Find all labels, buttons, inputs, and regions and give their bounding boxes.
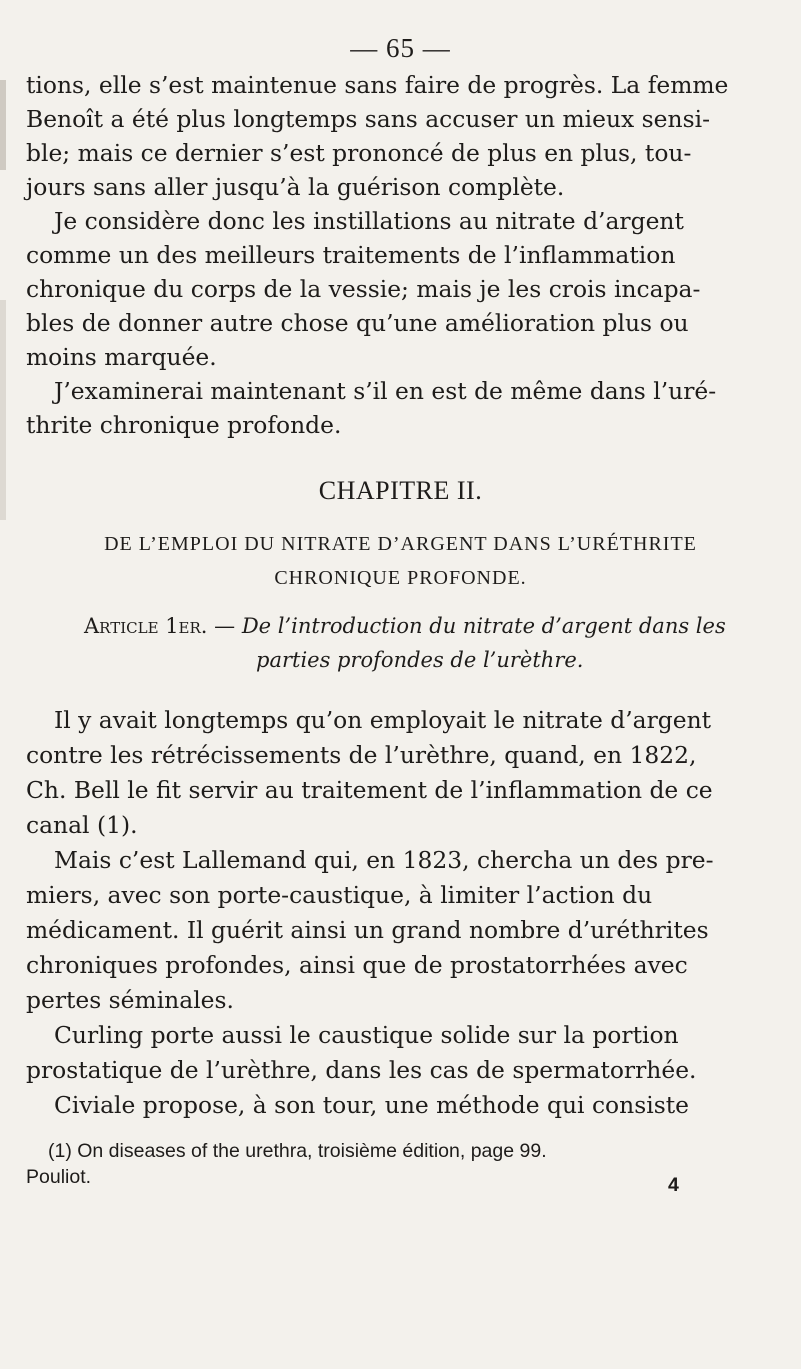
text-line: Ch. Bell le fit servir au traitement de l’inflammation de ce bbox=[26, 776, 713, 804]
article-dash: — bbox=[207, 614, 242, 638]
chapter-subtitle: DE L’EMPLOI DU NITRATE D’ARGENT DANS L’URÉTHRITE bbox=[104, 533, 697, 555]
text-line: miers, avec son porte-caustique, à limiter l’action du bbox=[26, 881, 653, 909]
text-line: J’examinerai maintenant s’il en est de même dans l’uré- bbox=[54, 377, 717, 405]
page-edge-shadow bbox=[0, 80, 6, 170]
text-line: Il y avait longtemps qu’on employait le nitrate d’argent bbox=[54, 706, 712, 734]
text-line: ble; mais ce dernier s’est prononcé de plus en plus, tou- bbox=[26, 139, 692, 167]
footnote: (1) On diseases of the urethra, troisième édition, page 99. bbox=[48, 1140, 547, 1162]
text-line: Je considère donc les instillations au nitrate d’argent bbox=[54, 207, 684, 235]
chapter-title: CHAPITRE II. bbox=[318, 476, 483, 505]
text-line: prostatique de l’urèthre, dans les cas de spermatorrhée. bbox=[26, 1056, 697, 1084]
text-line: chronique du corps de la vessie; mais je les crois incapa- bbox=[26, 275, 701, 303]
text-line: Benoît a été plus longtemps sans accuser un mieux sensi- bbox=[26, 105, 710, 133]
article-title-cont: parties profondes de l’urèthre. bbox=[256, 648, 584, 672]
page-number: — 65 — bbox=[350, 33, 451, 63]
text-line: moins marquée. bbox=[26, 343, 217, 371]
signature-mark: 4 bbox=[668, 1174, 679, 1196]
text-line: tions, elle s’est maintenue sans faire de progrès. La femme bbox=[26, 71, 729, 99]
text-line: pertes séminales. bbox=[26, 986, 234, 1014]
text-line: Mais c’est Lallemand qui, en 1823, chercha un des pre- bbox=[54, 846, 714, 874]
article-title: De l’introduction du nitrate d’argent dans les bbox=[241, 614, 726, 638]
text-line: jours sans aller jusqu’à la guérison complète. bbox=[26, 173, 565, 201]
text-line: médicament. Il guérit ainsi un grand nombre d’uréthrites bbox=[26, 916, 709, 944]
text-line: chroniques profondes, ainsi que de prostatorrhées avec bbox=[26, 951, 688, 979]
text-line: bles de donner autre chose qu’une amélioration plus ou bbox=[26, 309, 689, 337]
text-line: Curling porte aussi le caustique solide sur la portion bbox=[54, 1021, 679, 1049]
text-line: comme un des meilleurs traitements de l’inflammation bbox=[26, 241, 676, 269]
article-label: Article 1er. bbox=[84, 614, 208, 638]
article-heading bbox=[84, 611, 726, 641]
footnote-printer: Pouliot. bbox=[26, 1166, 92, 1188]
chapter-subtitle: CHRONIQUE PROFONDE. bbox=[274, 567, 527, 589]
text-line: thrite chronique profonde. bbox=[26, 411, 342, 439]
text-line: contre les rétrécissements de l’urèthre, quand, en 1822, bbox=[26, 741, 697, 769]
text-line: canal (1). bbox=[26, 811, 138, 839]
text-line: Civiale propose, à son tour, une méthode qui consiste bbox=[54, 1091, 689, 1119]
